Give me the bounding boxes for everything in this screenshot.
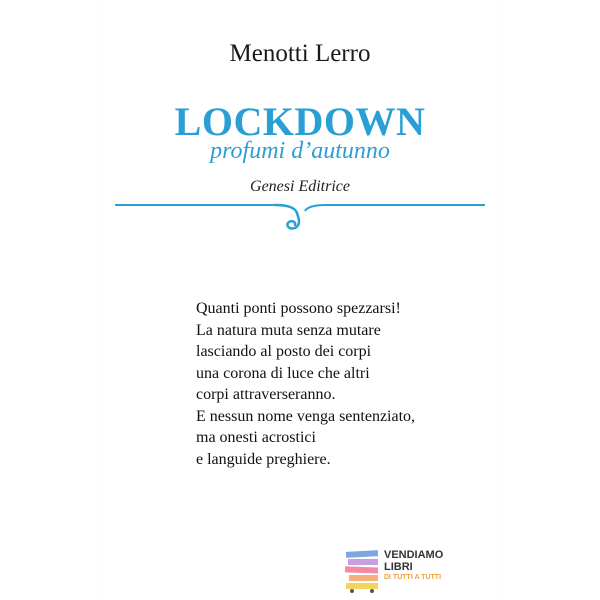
logo-text-line2: LIBRI	[384, 561, 413, 573]
logo-text-line1: VENDIAMO	[384, 549, 444, 561]
poem-line: una corona di luce che altri	[196, 364, 370, 382]
poem-line: E nessun nome venga sentenziato,	[196, 407, 416, 425]
poem-line: corpi attraverseranno.	[196, 386, 336, 403]
poem-line: lasciando al posto dei corpi	[196, 343, 372, 360]
author-name: Menotti Lerro	[229, 40, 371, 67]
book-stack-icon	[344, 545, 384, 593]
poem-line: e languide preghiere.	[196, 450, 331, 468]
book-subtitle: profumi d’autunno	[210, 138, 390, 164]
book-title: LOCKDOWN	[174, 99, 426, 144]
publisher-name: Genesi Editrice	[250, 178, 350, 195]
publisher-logo	[344, 545, 464, 595]
swirl-ornament-icon	[115, 195, 485, 235]
poem-text	[196, 298, 415, 470]
logo-text-line3: DI TUTTI A TUTTI	[384, 574, 442, 581]
poem-line: ma onesti acrostici	[196, 429, 316, 446]
poem-line: Quanti ponti possono spezzarsi!	[196, 300, 401, 317]
poem-line: La natura muta senza mutare	[196, 321, 381, 339]
